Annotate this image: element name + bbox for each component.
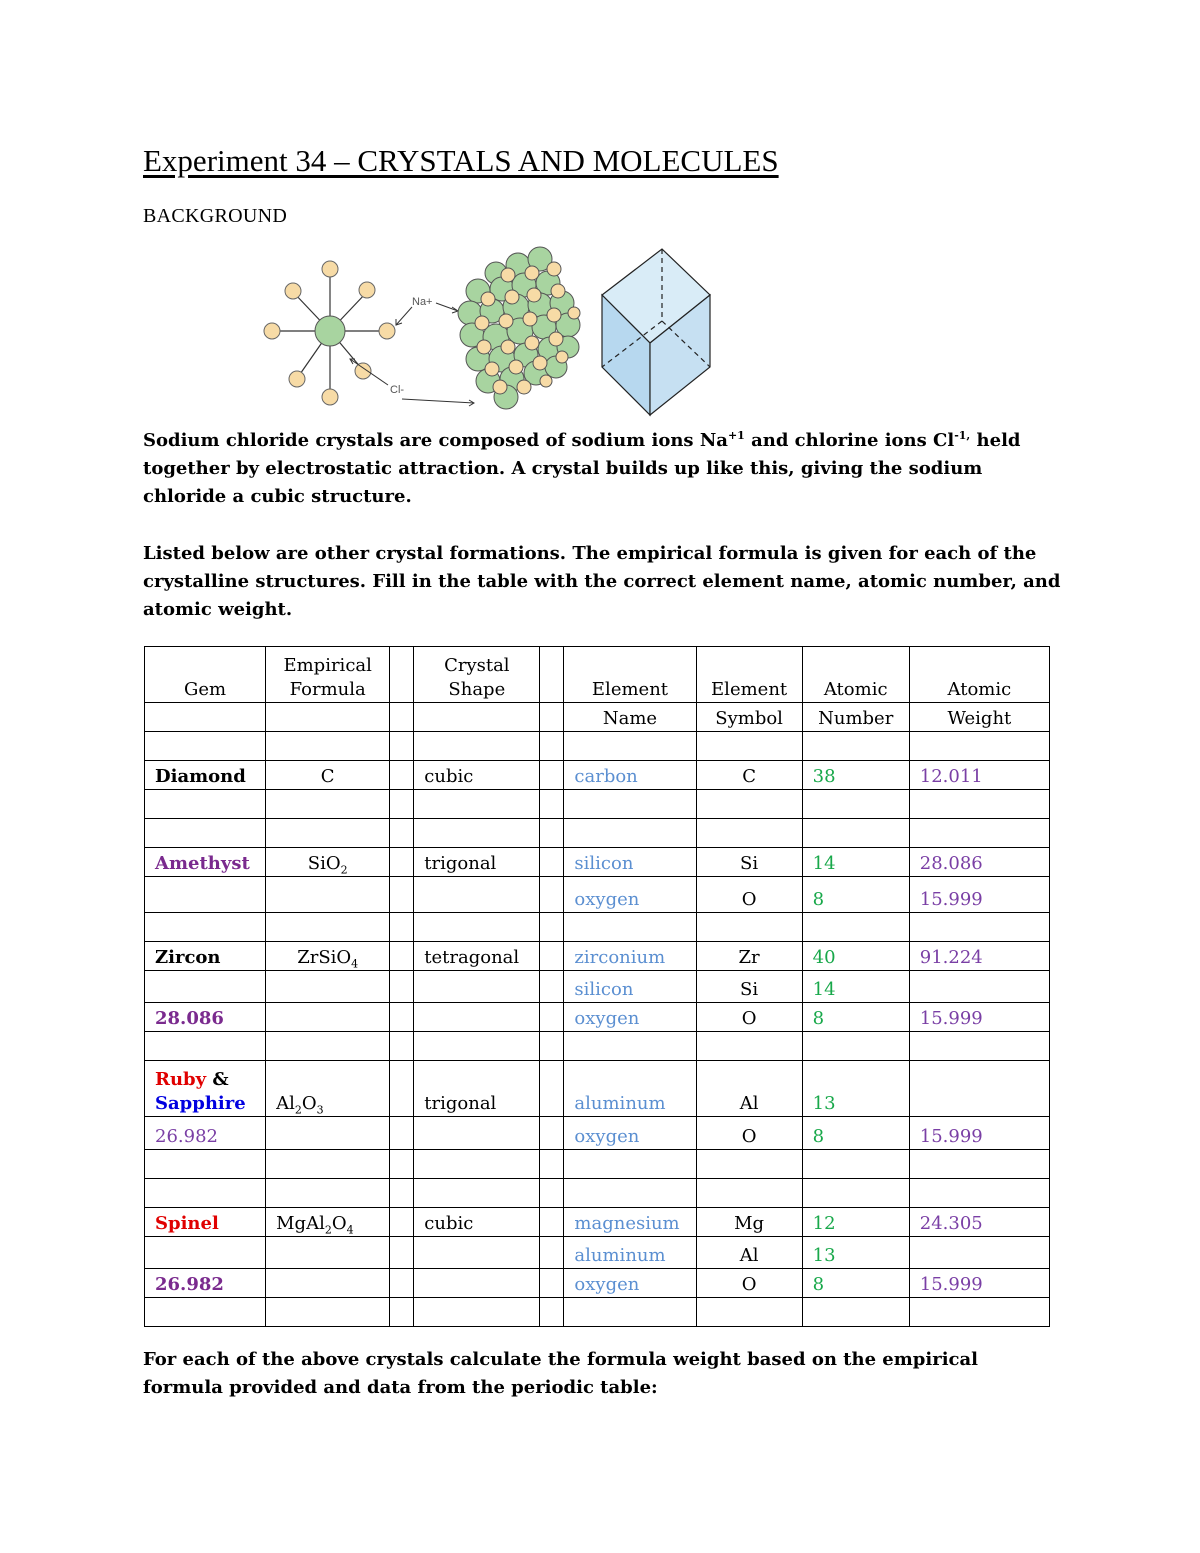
table-row-zircon <box>145 942 1050 971</box>
header-gem: Gem <box>145 647 266 703</box>
atomic-weight: 15.999 <box>909 877 1049 913</box>
table-row <box>145 1032 1050 1061</box>
table-row <box>145 819 1050 848</box>
gem-name: Ruby & Sapphire <box>145 1061 266 1117</box>
atomic-weight <box>909 1237 1049 1269</box>
table-row <box>145 790 1050 819</box>
element-symbol: Si <box>696 971 802 1003</box>
crystal-shape: trigonal <box>414 1061 540 1117</box>
crystal-shape: trigonal <box>414 848 540 877</box>
table-row <box>145 1179 1050 1208</box>
atomic-number: 14 <box>802 971 909 1003</box>
gem-name: Spinel <box>145 1208 266 1237</box>
empirical-formula: $Al_2O_3$ <box>266 1061 390 1117</box>
gem-name: Amethyst <box>145 848 266 877</box>
element-name: magnesium <box>564 1208 696 1237</box>
atomic-weight: 24.305 <box>909 1208 1049 1237</box>
atomic-number: 12 <box>802 1208 909 1237</box>
nacl-lattice <box>458 247 580 409</box>
atomic-weight: 12.011 <box>909 761 1049 790</box>
gem-name: Zircon <box>145 942 266 971</box>
table-row-diamond <box>145 761 1050 790</box>
element-symbol: O <box>696 877 802 913</box>
element-symbol: O <box>696 1003 802 1032</box>
table-row <box>145 1150 1050 1179</box>
element-name: zirconium <box>564 942 696 971</box>
table-row-spinel <box>145 1208 1050 1237</box>
table-row <box>145 913 1050 942</box>
element-name: oxygen <box>564 877 696 913</box>
atomic-number: 14 <box>802 848 909 877</box>
element-symbol: O <box>696 1117 802 1150</box>
gem-extra-value: 26.982 <box>145 1117 266 1150</box>
element-symbol: C <box>696 761 802 790</box>
crystal-shape: tetragonal <box>414 942 540 971</box>
element-name: oxygen <box>564 1269 696 1298</box>
crystal-shape: cubic <box>414 761 540 790</box>
header-element-symbol: Element <box>696 647 802 703</box>
element-name: carbon <box>564 761 696 790</box>
header-row-1 <box>145 647 1050 703</box>
atomic-weight: 15.999 <box>909 1117 1049 1150</box>
instructions-paragraph: Listed below are other crystal formations. The empirical formula is given for each of the crystalline structures. Fill in the table with the correct element name, atomic number, and atomic weight. <box>143 543 1061 620</box>
page-title: Experiment 34 – CRYSTALS AND MOLECULES <box>143 143 779 178</box>
atomic-number: 8 <box>802 1117 909 1150</box>
table-row-spinel-aluminum <box>145 1237 1050 1269</box>
gem-extra-value: 28.086 <box>145 1003 266 1032</box>
atomic-number: 8 <box>802 877 909 913</box>
table-row-amethyst-oxygen <box>145 877 1050 913</box>
cubic-crystal-shape <box>602 249 710 415</box>
table-row-zircon-oxygen <box>145 1003 1050 1032</box>
atomic-number: 40 <box>802 942 909 971</box>
gem-name: Diamond <box>145 761 266 790</box>
element-symbol: O <box>696 1269 802 1298</box>
sodium-chloride-illustration <box>262 245 722 417</box>
table-row-spinel-oxygen <box>145 1269 1050 1298</box>
empirical-formula: $MgAl_2O_4$ <box>266 1208 390 1237</box>
element-symbol: Mg <box>696 1208 802 1237</box>
element-name: oxygen <box>564 1117 696 1150</box>
atomic-number: 13 <box>802 1237 909 1269</box>
na-label: Na+ <box>412 296 433 308</box>
element-name: aluminum <box>564 1061 696 1117</box>
arrows <box>350 303 474 406</box>
element-symbol: Si <box>696 848 802 877</box>
atomic-weight: 15.999 <box>909 1269 1049 1298</box>
cl-label: Cl- <box>390 384 405 396</box>
gem-extra-value: 26.982 <box>145 1269 266 1298</box>
header-element-name: Element <box>564 647 696 703</box>
crystal-shape: cubic <box>414 1208 540 1237</box>
element-symbol: Al <box>696 1061 802 1117</box>
atomic-number: 8 <box>802 1269 909 1298</box>
atomic-weight <box>909 971 1049 1003</box>
table-row <box>145 1298 1050 1327</box>
header-row-2: Name Symbol Number Weight <box>145 703 1050 732</box>
empirical-formula: C <box>266 761 390 790</box>
element-name: silicon <box>564 971 696 1003</box>
intro-paragraph: Sodium chloride crystals are composed of sodium ions $Na^{+1}$ and chlorine ions $Cl^{-1,}$ held together by electrostatic attraction. A crystal builds up like this, giving the sodium chloride a cubic structure. <box>143 429 1021 507</box>
header-atomic-weight: Atomic <box>909 647 1049 703</box>
empirical-formula: ZrSiO$_4$ <box>266 942 390 971</box>
element-name: silicon <box>564 848 696 877</box>
element-name: aluminum <box>564 1237 696 1269</box>
atomic-number: 8 <box>802 1003 909 1032</box>
atomic-weight: 28.086 <box>909 848 1049 877</box>
table-row <box>145 732 1050 761</box>
formula-weight-paragraph: For each of the above crystals calculate the formula weight based on the empirical formula provided and data from the periodic table: <box>143 1349 979 1398</box>
header-empirical-formula: Empirical Formula <box>266 647 390 703</box>
table-row-ruby-sapphire <box>145 1061 1050 1117</box>
empirical-formula: SiO$_2$ <box>266 848 390 877</box>
atomic-number: 38 <box>802 761 909 790</box>
header-atomic-number: Atomic <box>802 647 909 703</box>
atomic-weight <box>909 1061 1049 1117</box>
element-symbol: Zr <box>696 942 802 971</box>
atomic-weight: 91.224 <box>909 942 1049 971</box>
table-row-ruby-oxygen <box>145 1117 1050 1150</box>
table-row-amethyst <box>145 848 1050 877</box>
atomic-number: 13 <box>802 1061 909 1117</box>
element-name: oxygen <box>564 1003 696 1032</box>
element-symbol: Al <box>696 1237 802 1269</box>
background-heading: BACKGROUND <box>143 205 288 227</box>
header-crystal-shape: Crystal Shape <box>414 647 540 703</box>
atomic-weight: 15.999 <box>909 1003 1049 1032</box>
crystal-table <box>144 646 1050 1327</box>
table-row-zircon-silicon <box>145 971 1050 1003</box>
